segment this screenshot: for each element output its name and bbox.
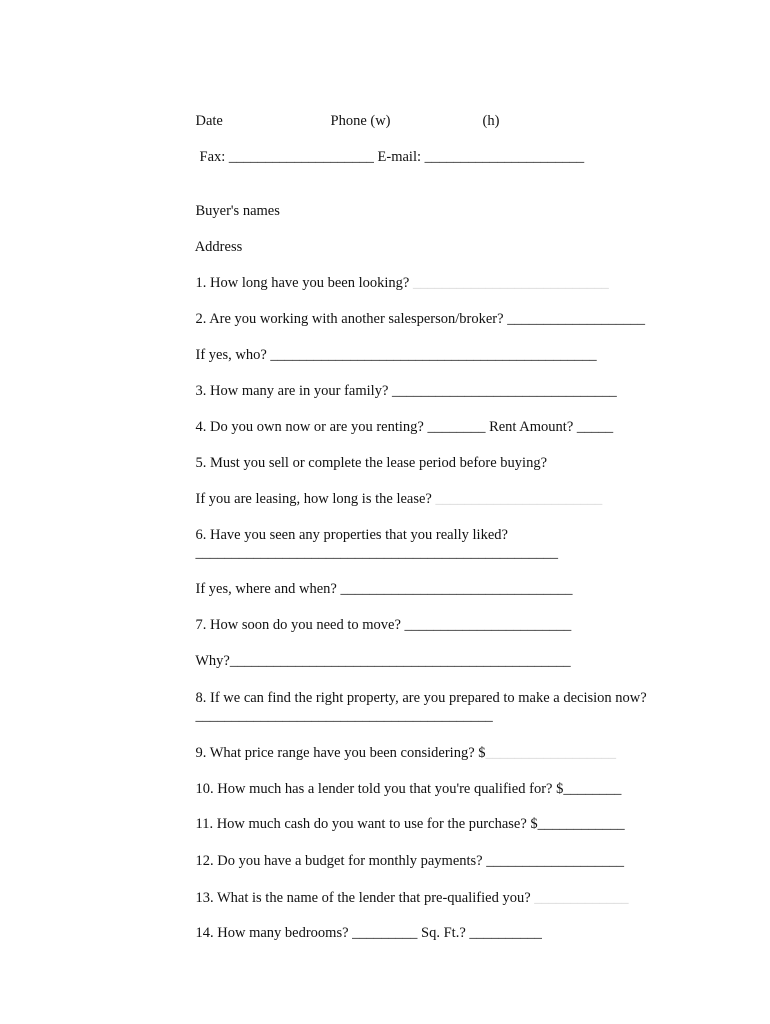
phone-home-label: (h) bbox=[482, 113, 500, 129]
date-label: Date bbox=[195, 113, 223, 129]
sqft-label: Sq. Ft.? bbox=[421, 925, 466, 941]
question-2-label: 2. Are you working with another salesperson/broker? bbox=[195, 311, 504, 327]
address-label: Address bbox=[194, 239, 243, 255]
question-7-followup-input[interactable]: _______________________________________________ bbox=[229, 653, 571, 669]
question-5-label: 5. Must you sell or complete the lease period before buying? bbox=[195, 455, 548, 471]
fax-email-row bbox=[185, 130, 584, 184]
question-10-label: 10. How much has a lender told you that you're qualified for? $ bbox=[195, 781, 564, 797]
question-13-input[interactable]: _____________ bbox=[534, 890, 629, 906]
question-11-label: 11. How much cash do you want to use for the purchase? $ bbox=[195, 816, 538, 832]
question-3-label: 3. How many are in your family? bbox=[195, 383, 389, 399]
question-12-label: 12. Do you have a budget for monthly payments? bbox=[195, 853, 483, 869]
question-7-label: 7. How soon do you need to move? bbox=[195, 617, 401, 633]
email-label: E-mail: bbox=[377, 149, 422, 165]
fax-label: Fax: bbox=[199, 149, 226, 165]
question-7-followup-label: Why? bbox=[195, 653, 230, 669]
question-12-input[interactable]: ___________________ bbox=[486, 853, 624, 869]
phone-work-label: Phone (w) bbox=[330, 113, 391, 129]
rent-amount-label: Rent Amount? bbox=[489, 419, 574, 435]
question-3-input[interactable]: _______________________________ bbox=[392, 383, 617, 399]
question-14 bbox=[181, 906, 542, 960]
question-10-input[interactable]: ________ bbox=[563, 781, 622, 797]
email-input[interactable]: ______________________ bbox=[424, 149, 585, 165]
question-7-input[interactable]: _______________________ bbox=[404, 617, 572, 633]
question-1-input[interactable]: ___________________________ bbox=[412, 275, 609, 291]
question-2-followup-label: If yes, who? bbox=[195, 347, 267, 363]
question-6-input[interactable]: __________________________________________________ bbox=[195, 545, 558, 561]
question-6-followup-input[interactable]: ________________________________ bbox=[340, 581, 573, 597]
question-1-label: 1. How long have you been looking? bbox=[195, 275, 410, 291]
question-2-followup-input[interactable]: _____________________________________________ bbox=[270, 347, 597, 363]
question-11-input[interactable]: ____________ bbox=[537, 816, 625, 832]
question-5-followup-label: If you are leasing, how long is the lease? bbox=[195, 491, 432, 507]
rent-amount-input[interactable]: _____ bbox=[576, 419, 614, 435]
question-2-input[interactable]: ___________________ bbox=[507, 311, 645, 327]
question-8-input[interactable]: _________________________________________ bbox=[195, 708, 493, 724]
question-14-label: 14. How many bedrooms? bbox=[195, 925, 349, 941]
question-9-input[interactable]: __________________ bbox=[485, 745, 617, 761]
question-6-label: 6. Have you seen any properties that you really liked? bbox=[195, 527, 508, 543]
fax-input[interactable]: ____________________ bbox=[228, 149, 374, 165]
bedrooms-input[interactable]: _________ bbox=[352, 925, 418, 941]
question-6-followup-label: If yes, where and when? bbox=[195, 581, 337, 597]
question-5-followup-input[interactable]: _______________________ bbox=[435, 491, 603, 507]
question-8-label: 8. If we can find the right property, are you prepared to make a decision now? bbox=[195, 690, 647, 706]
question-4-input[interactable]: ________ bbox=[427, 419, 486, 435]
question-4-label: 4. Do you own now or are you renting? bbox=[195, 419, 424, 435]
question-13-label: 13. What is the name of the lender that pre-qualified you? bbox=[195, 890, 531, 906]
question-9-label: 9. What price range have you been considering? $ bbox=[195, 745, 486, 761]
sqft-input[interactable]: __________ bbox=[469, 925, 542, 941]
buyer-names-label: Buyer's names bbox=[195, 203, 280, 219]
